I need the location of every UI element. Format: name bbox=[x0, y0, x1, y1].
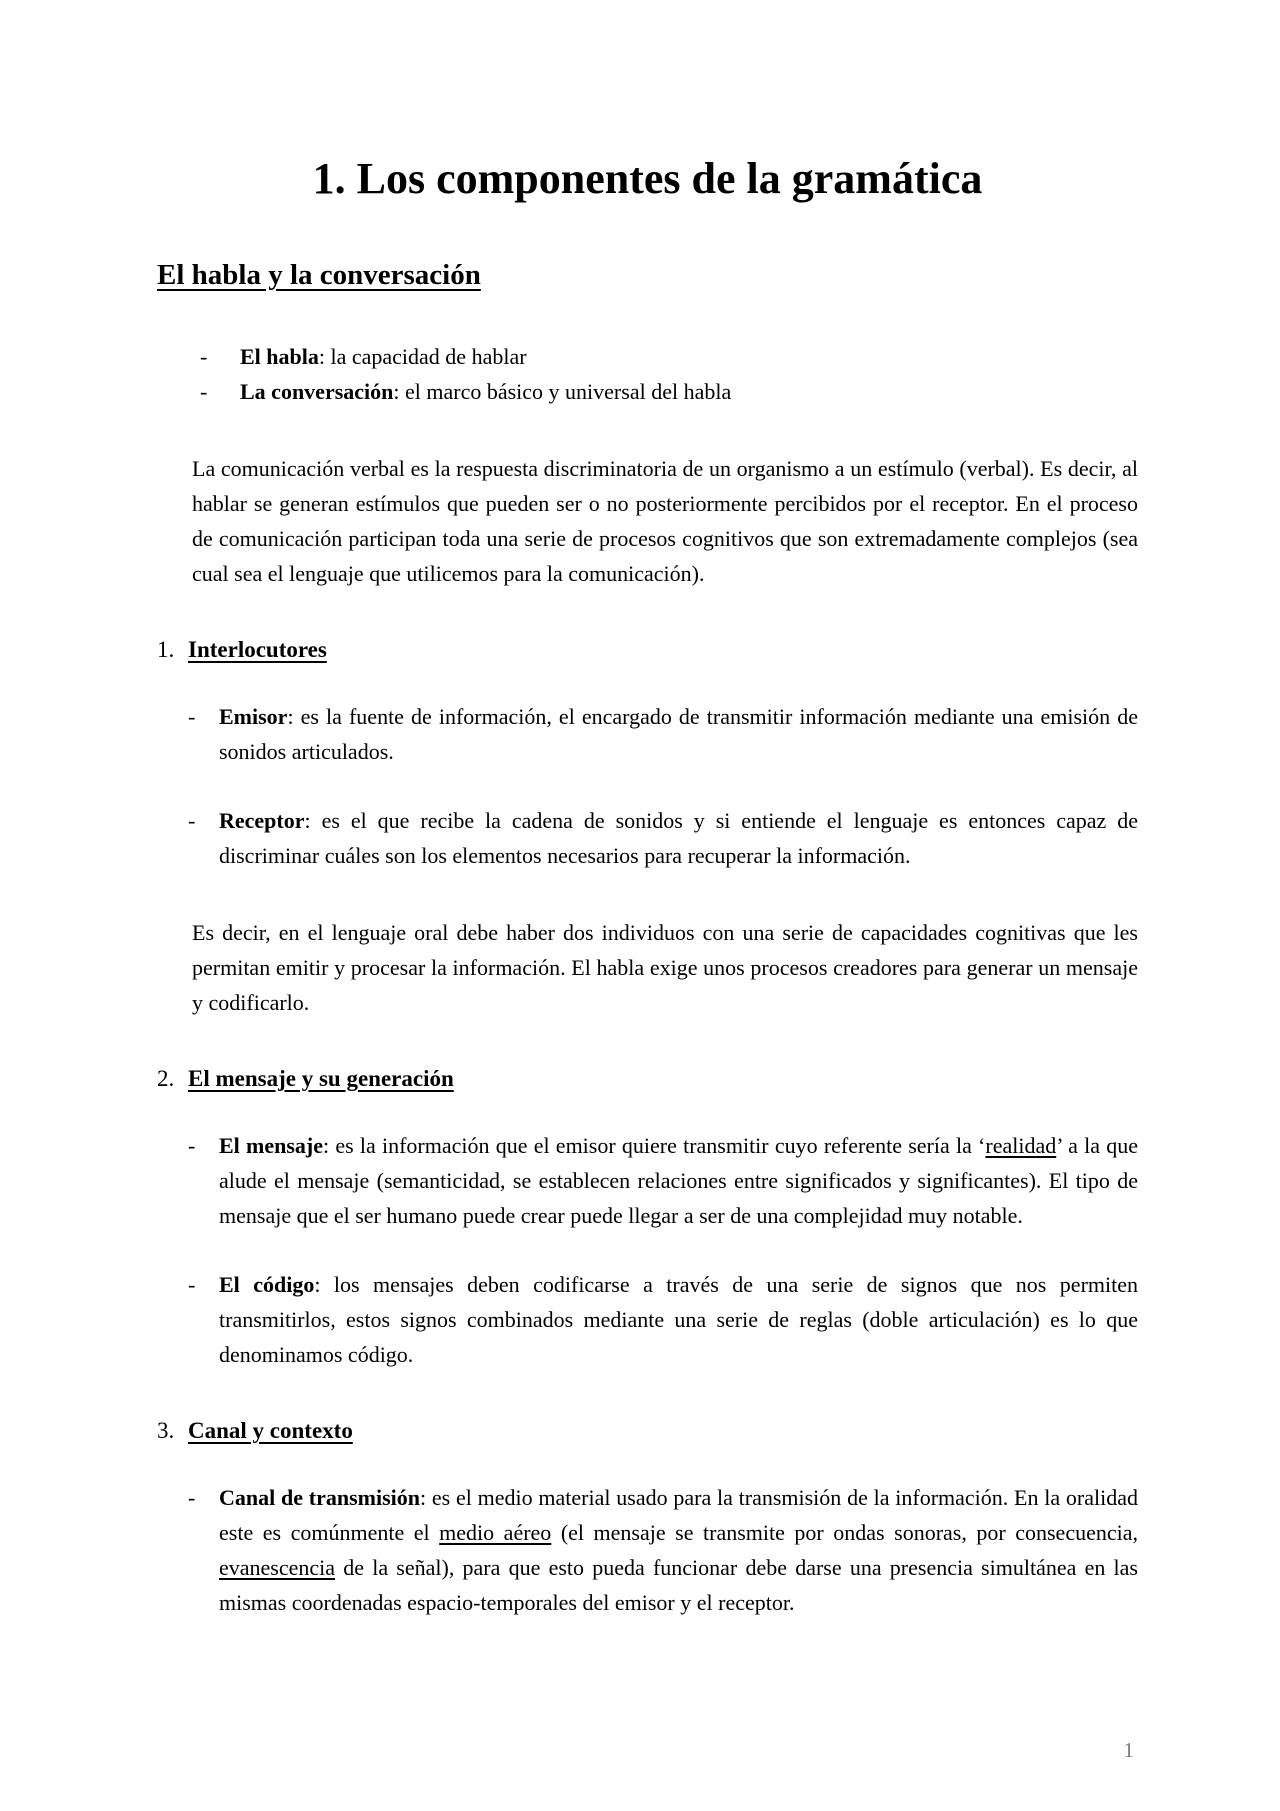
bullet-item-el-codigo bbox=[188, 1267, 1138, 1372]
document-title: 1. Los componentes de la gramática bbox=[312, 154, 983, 203]
bullet-dash: - bbox=[188, 703, 196, 729]
bullet-text bbox=[219, 1480, 1138, 1620]
section-heading-interlocutores bbox=[157, 635, 1138, 665]
bullet-dash: - bbox=[188, 1271, 196, 1297]
definition-item bbox=[200, 374, 1138, 409]
section-number: 2. bbox=[157, 1065, 175, 1091]
section-number: 1. bbox=[157, 636, 175, 662]
bullet-dash: - bbox=[200, 343, 208, 369]
text-segment: : es la información que el emisor quiere transmitir cuyo referente sería la ‘ bbox=[323, 1132, 986, 1158]
page-number: 1 bbox=[1123, 1738, 1134, 1762]
main-heading: El habla y la conversación bbox=[157, 259, 481, 292]
definition-text bbox=[240, 339, 527, 374]
section-title: Canal y contexto bbox=[188, 1417, 353, 1443]
bullet-dash: - bbox=[200, 378, 208, 404]
definition-text bbox=[240, 374, 731, 409]
definition-body: : la capacidad de hablar bbox=[318, 343, 527, 369]
section-heading-canal bbox=[157, 1416, 1138, 1446]
definition-item bbox=[200, 339, 1138, 374]
section-title: Interlocutores bbox=[188, 636, 327, 662]
bullet-term: Receptor bbox=[219, 807, 305, 833]
bullet-item-receptor bbox=[188, 803, 1138, 873]
bullet-text bbox=[219, 1267, 1138, 1372]
section-title: El mensaje y su generación bbox=[188, 1065, 454, 1091]
definition-body: : el marco básico y universal del habla bbox=[393, 378, 732, 404]
definition-list bbox=[157, 339, 1138, 409]
bullet-term: El mensaje bbox=[219, 1132, 323, 1158]
bullet-text bbox=[219, 803, 1138, 873]
bullet-term: Canal de transmisión bbox=[219, 1484, 421, 1510]
definition-term: La conversación bbox=[240, 378, 394, 404]
bullet-text bbox=[219, 699, 1138, 769]
section-heading-mensaje bbox=[157, 1064, 1138, 1094]
text-segment: ’ a la que alude el mensaje (semanticidad, se establecen relaciones entre significados y significantes). El tipo de mensaje que el ser humano puede crear puede llegar a ser de una complejidad muy notable. bbox=[219, 1132, 1138, 1228]
section-number: 3. bbox=[157, 1417, 175, 1443]
underlined-term: evanescencia bbox=[219, 1554, 336, 1580]
underlined-term: medio aéreo bbox=[439, 1519, 552, 1545]
bullet-text bbox=[219, 1128, 1138, 1233]
bullet-term: Emisor bbox=[219, 703, 288, 729]
bullet-dash: - bbox=[188, 1484, 196, 1510]
text-segment: (el mensaje se transmite por ondas sonoras, por consecuencia, bbox=[551, 1519, 1138, 1545]
underlined-term: realidad bbox=[985, 1132, 1057, 1158]
text-segment: : los mensajes deben codificarse a través de una serie de signos que nos permiten transmitirlos, estos signos combinados mediante una serie de reglas (doble articulación) es lo que denominamos código. bbox=[219, 1271, 1138, 1367]
section-note-paragraph: Es decir, en el lenguaje oral debe haber dos individuos con una serie de capacidades cognitivas que les permitan emitir y procesar la información. El habla exige unos procesos creadores para generar un mensaje y codificarlo. bbox=[192, 919, 1138, 1015]
bullet-item-el-mensaje bbox=[188, 1128, 1138, 1233]
bullet-item-emisor bbox=[188, 699, 1138, 769]
text-segment: : es el medio material usado para la transmisión de la información. En la oralidad este es comúnmente el bbox=[219, 1484, 1138, 1545]
bullet-item-canal-de-transmision bbox=[188, 1480, 1138, 1620]
intro-paragraph: La comunicación verbal es la respuesta discriminatoria de un organismo a un estímulo (verbal). Es decir, al hablar se generan estímulos que pueden ser o no posteriormente percibidos por el receptor. En el proceso de comunicación participan toda una serie de procesos cognitivos que son extremadamente complejos (sea cual sea el lenguaje que utilicemos para la comunicación). bbox=[192, 455, 1138, 586]
definition-term: El habla bbox=[240, 343, 319, 369]
text-segment: : es el que recibe la cadena de sonidos y si entiende el lenguaje es entonces capaz de discriminar cuáles son los elementos necesarios para recuperar la información. bbox=[219, 807, 1138, 868]
bullet-dash: - bbox=[188, 807, 196, 833]
bullet-dash: - bbox=[188, 1132, 196, 1158]
text-segment: de la señal), para que esto pueda funcionar debe darse una presencia simultánea en las mismas coordenadas espacio-temporales del emisor y el receptor. bbox=[219, 1554, 1138, 1615]
text-segment: : es la fuente de información, el encargado de transmitir información mediante una emisión de sonidos articulados. bbox=[219, 703, 1138, 764]
bullet-term: El código bbox=[219, 1271, 315, 1297]
